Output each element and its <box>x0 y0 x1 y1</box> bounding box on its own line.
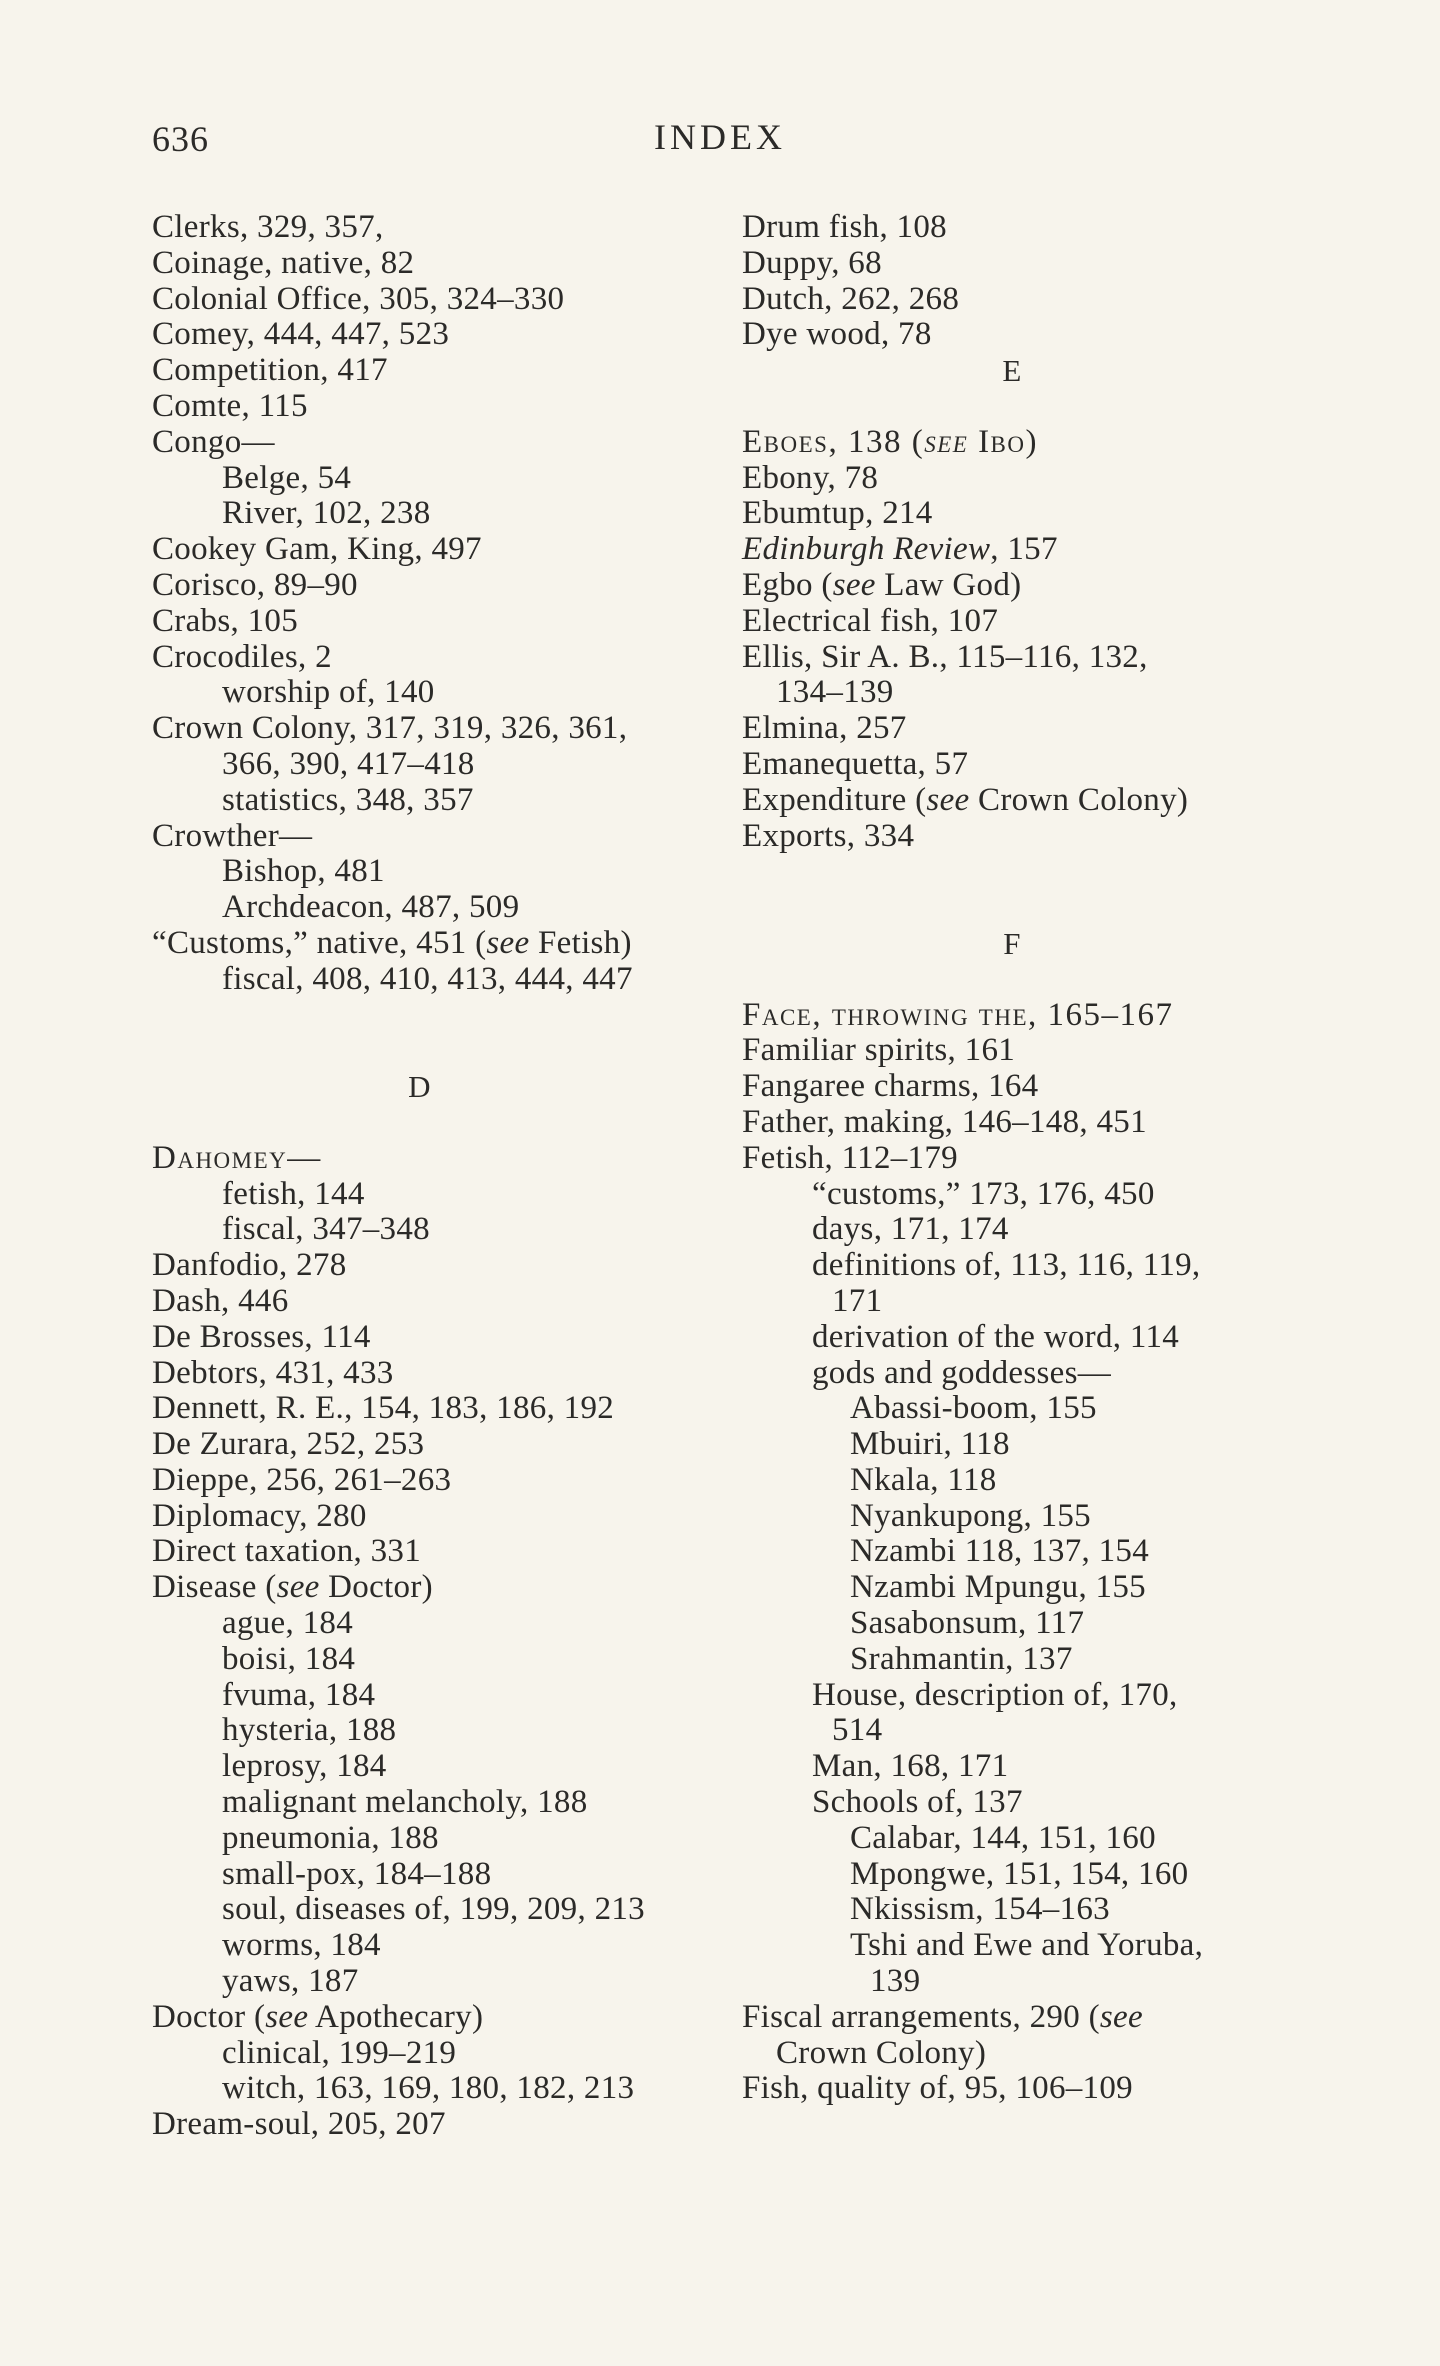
index-entry: Eboes, 138 (see Ibo) <box>742 423 1038 460</box>
spacer <box>742 890 1282 926</box>
index-subentry: definitions of, 113, 116, 119, <box>812 1247 1201 1284</box>
spacer <box>742 389 1282 425</box>
index-subentry: malignant melancholy, 188 <box>222 1784 588 1821</box>
index-subsubentry: Mpongwe, 151, 154, 160 <box>850 1855 1189 1892</box>
index-subentry: gods and goddesses— <box>812 1354 1112 1391</box>
index-subentry: worms, 184 <box>222 1927 381 1964</box>
index-entry: Crown Colony, 317, 319, 326, 361, <box>152 710 628 747</box>
index-entry: Debtors, 431, 433 <box>152 1354 394 1391</box>
index-entry: Danfodio, 278 <box>152 1247 347 1284</box>
index-subentry: Bishop, 481 <box>222 853 385 890</box>
index-column-left <box>152 210 712 2143</box>
index-subentry: fiscal, 408, 410, 413, 444, 447 <box>222 960 633 997</box>
index-subentry: derivation of the word, 114 <box>812 1318 1180 1355</box>
index-entry: Dahomey— <box>152 1139 322 1176</box>
index-entry: Crabs, 105 <box>152 602 298 639</box>
index-entry: De Brosses, 114 <box>152 1318 371 1355</box>
index-column-right <box>742 210 1282 2107</box>
index-entry: Dieppe, 256, 261–263 <box>152 1461 452 1498</box>
index-subentry: “customs,” 173, 176, 450 <box>812 1175 1155 1212</box>
index-entry: Familiar spirits, 161 <box>742 1032 1016 1069</box>
index-entry: Direct taxation, 331 <box>152 1533 422 1570</box>
section-letter-heading: D <box>408 1069 431 1105</box>
index-entry: Corisco, 89–90 <box>152 566 358 603</box>
index-subsubentry: Tshi and Ewe and Yoruba, <box>850 1927 1204 1964</box>
index-subentry: 366, 390, 417–418 <box>222 745 475 782</box>
index-entry: Comey, 444, 447, 523 <box>152 316 450 353</box>
index-entry: Drum fish, 108 <box>742 209 947 245</box>
spacer <box>152 998 712 1070</box>
index-entry: Diplomacy, 280 <box>152 1497 367 1534</box>
index-entry: Competition, 417 <box>152 352 388 389</box>
index-entry: Expenditure (see Crown Colony) <box>742 781 1189 818</box>
index-subentry: leprosy, 184 <box>222 1748 387 1785</box>
index-entry: Congo— <box>152 423 275 460</box>
index-entry: Face, throwing the, 165–167 <box>742 996 1174 1033</box>
index-subentry: soul, diseases of, 199, 209, 213 <box>222 1891 645 1928</box>
index-entry: Egbo (see Law God) <box>742 566 1022 603</box>
index-entry: “Customs,” native, 451 (see Fetish) <box>152 924 632 961</box>
index-entry: Dash, 446 <box>152 1282 289 1319</box>
index-continuation: Crown Colony) <box>776 2034 987 2071</box>
index-subentry: boisi, 184 <box>222 1640 356 1677</box>
index-subentry: pneumonia, 188 <box>222 1819 439 1856</box>
index-entry: Exports, 334 <box>742 817 915 854</box>
index-entry: Clerks, 329, 357, <box>152 209 384 245</box>
index-entry: Doctor (see Apothecary) <box>152 1998 484 2035</box>
index-subentry: yaws, 187 <box>222 1963 359 2000</box>
index-entry: Electrical fish, 107 <box>742 602 999 639</box>
index-subentry: fvuma, 184 <box>222 1676 376 1713</box>
index-subentry: Belge, 54 <box>222 459 352 496</box>
index-continuation: 514 <box>832 1712 883 1749</box>
index-entry: Ellis, Sir A. B., 115–116, 132, <box>742 638 1148 675</box>
index-entry: Fangaree charms, 164 <box>742 1068 1039 1105</box>
index-subentry: worship of, 140 <box>222 674 435 711</box>
index-entry: Crowther— <box>152 817 313 854</box>
index-entry: Crocodiles, 2 <box>152 638 332 675</box>
index-entry: Coinage, native, 82 <box>152 244 415 281</box>
index-continuation: 134–139 <box>776 674 894 711</box>
index-entry: Comte, 115 <box>152 387 308 424</box>
index-subentry: statistics, 348, 357 <box>222 781 474 818</box>
index-subsubentry: Nzambi Mpungu, 155 <box>850 1569 1146 1606</box>
index-subsubentry: Abassi-boom, 155 <box>850 1390 1097 1427</box>
spacer <box>152 1105 712 1141</box>
page-number: 636 <box>152 119 209 159</box>
index-subsubentry: Calabar, 144, 151, 160 <box>850 1819 1156 1856</box>
index-entry: Emanequetta, 57 <box>742 745 969 782</box>
index-subentry: Archdeacon, 487, 509 <box>222 889 520 926</box>
index-subentry: fiscal, 347–348 <box>222 1211 430 1248</box>
index-subentry: clinical, 199–219 <box>222 2034 457 2071</box>
index-entry: Elmina, 257 <box>742 710 907 747</box>
index-entry: Fetish, 112–179 <box>742 1139 958 1176</box>
index-subsubentry: Nkissism, 154–163 <box>850 1891 1110 1928</box>
index-continuation: 139 <box>870 1963 921 2000</box>
index-entry: Cookey Gam, King, 497 <box>152 531 482 568</box>
index-subsubentry: Nkala, 118 <box>850 1461 997 1498</box>
index-entry: Father, making, 146–148, 451 <box>742 1103 1147 1140</box>
index-subentry: small-pox, 184–188 <box>222 1855 492 1892</box>
index-entry: De Zurara, 252, 253 <box>152 1426 425 1463</box>
index-entry: Duppy, 68 <box>742 244 882 281</box>
index-entry: Colonial Office, 305, 324–330 <box>152 280 565 317</box>
index-subentry: fetish, 144 <box>222 1175 365 1212</box>
index-subentry: River, 102, 238 <box>222 495 431 532</box>
index-subentry: Man, 168, 171 <box>812 1748 1009 1785</box>
index-subsubentry: Srahmantin, 137 <box>850 1640 1073 1677</box>
index-entry: Dream-soul, 205, 207 <box>152 2106 446 2143</box>
index-subsubentry: Mbuiri, 118 <box>850 1426 1010 1463</box>
index-subsubentry: Nyankupong, 155 <box>850 1497 1091 1534</box>
section-letter-heading: E <box>1002 353 1022 389</box>
index-subsubentry: Nzambi 118, 137, 154 <box>850 1533 1149 1570</box>
section-letter-heading: F <box>1003 925 1021 961</box>
index-entry: Dutch, 262, 268 <box>742 280 960 317</box>
spacer <box>742 854 1282 890</box>
index-entry: Dye wood, 78 <box>742 316 932 353</box>
index-entry: Fish, quality of, 95, 106–109 <box>742 2070 1133 2107</box>
index-entry: Edinburgh Review, 157 <box>742 531 1058 568</box>
index-continuation: 171 <box>832 1282 883 1319</box>
index-subentry: hysteria, 188 <box>222 1712 397 1749</box>
index-subentry: ague, 184 <box>222 1605 353 1642</box>
index-entry: Disease (see Doctor) <box>152 1569 433 1606</box>
index-entry: Fiscal arrangements, 290 (see <box>742 1998 1143 2035</box>
index-subentry: days, 171, 174 <box>812 1211 1009 1248</box>
spacer <box>742 962 1282 998</box>
index-entry: Ebony, 78 <box>742 459 879 496</box>
index-subentry: witch, 163, 169, 180, 182, 213 <box>222 2070 635 2107</box>
index-entry: Ebumtup, 214 <box>742 495 933 532</box>
index-entry: Dennett, R. E., 154, 183, 186, 192 <box>152 1390 615 1427</box>
index-subsubentry: Sasabonsum, 117 <box>850 1605 1085 1642</box>
index-subentry: House, description of, 170, <box>812 1676 1178 1713</box>
running-head-title: INDEX <box>654 117 786 157</box>
index-subentry: Schools of, 137 <box>812 1784 1023 1821</box>
